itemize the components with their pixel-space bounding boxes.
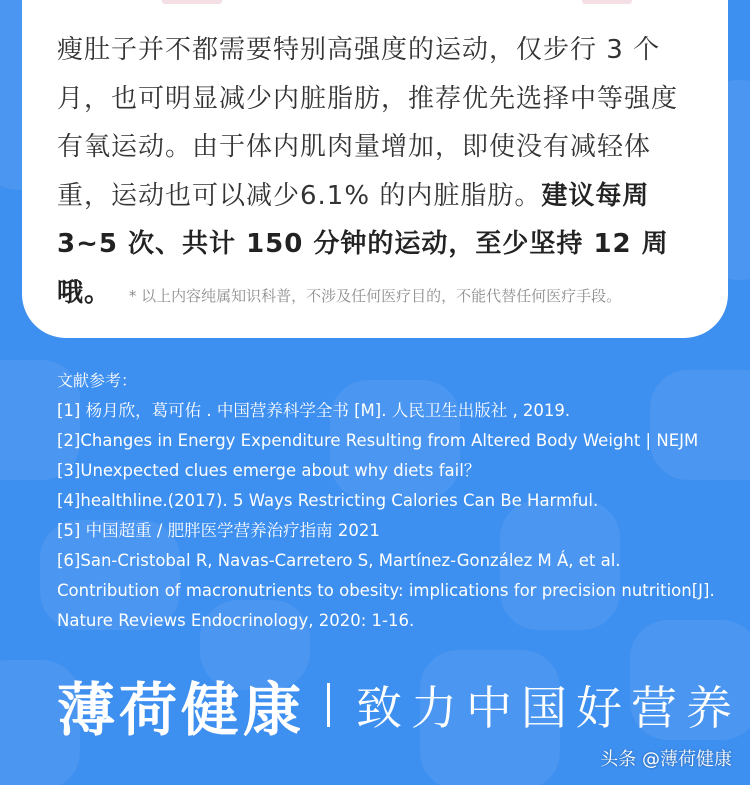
source-watermark: 头条 @薄荷健康 <box>600 749 732 770</box>
reference-item: [6]San-Cristobal R, Navas-Carretero S, Martínez-González M Á, et al. Contribution of macronutrients to obesity: implications for precision nutrition[J]. Nature Reviews Endocrinology, 2020: 1-16. <box>57 551 715 630</box>
brand-slogan: 致力中国好营养 <box>356 681 742 735</box>
card-top-decoration <box>162 0 222 4</box>
brand-divider <box>327 683 330 727</box>
brand-logo-text: 薄荷健康 <box>57 676 306 744</box>
paragraph-bold-text: 建议每周 3~5 次、共计 150 分钟的运动，至少坚持 12 周哦。 <box>57 180 669 308</box>
content-card <box>22 0 728 338</box>
reference-item: [5] 中国超重 / 肥胖医学营养治疗指南 2021 <box>57 521 380 540</box>
disclaimer-text: * 以上内容纯属知识科普，不涉及任何医疗目的，不能代替任何医疗手段。 <box>128 287 622 305</box>
card-top-decoration <box>582 0 632 4</box>
brand-banner <box>57 665 741 745</box>
card-paragraph <box>57 26 697 317</box>
reference-item: [3]Unexpected clues emerge about why diets fail？ <box>57 461 481 480</box>
paragraph-normal-text: 瘦肚子并不都需要特别高强度的运动，仅步行 3 个月，也可明显减少内脏脂肪，推荐优先选择中等强度有氧运动。由于体内肌肉量增加，即使没有减轻体重，运动也可以减少6.1% 的内脏脂肪。 <box>57 35 679 211</box>
references-section <box>57 366 727 636</box>
references-title: 文献参考： <box>57 371 138 390</box>
reference-item: [4]healthline.(2017). 5 Ways Restricting Calories Can Be Harmful. <box>57 491 599 510</box>
reference-item: [1] 杨月欣，葛可佑 . 中国营养科学全书 [M]. 人民卫生出版社 , 2019. <box>57 401 571 420</box>
reference-item: [2]Changes in Energy Expenditure Resulting from Altered Body Weight | NEJM <box>57 431 699 450</box>
